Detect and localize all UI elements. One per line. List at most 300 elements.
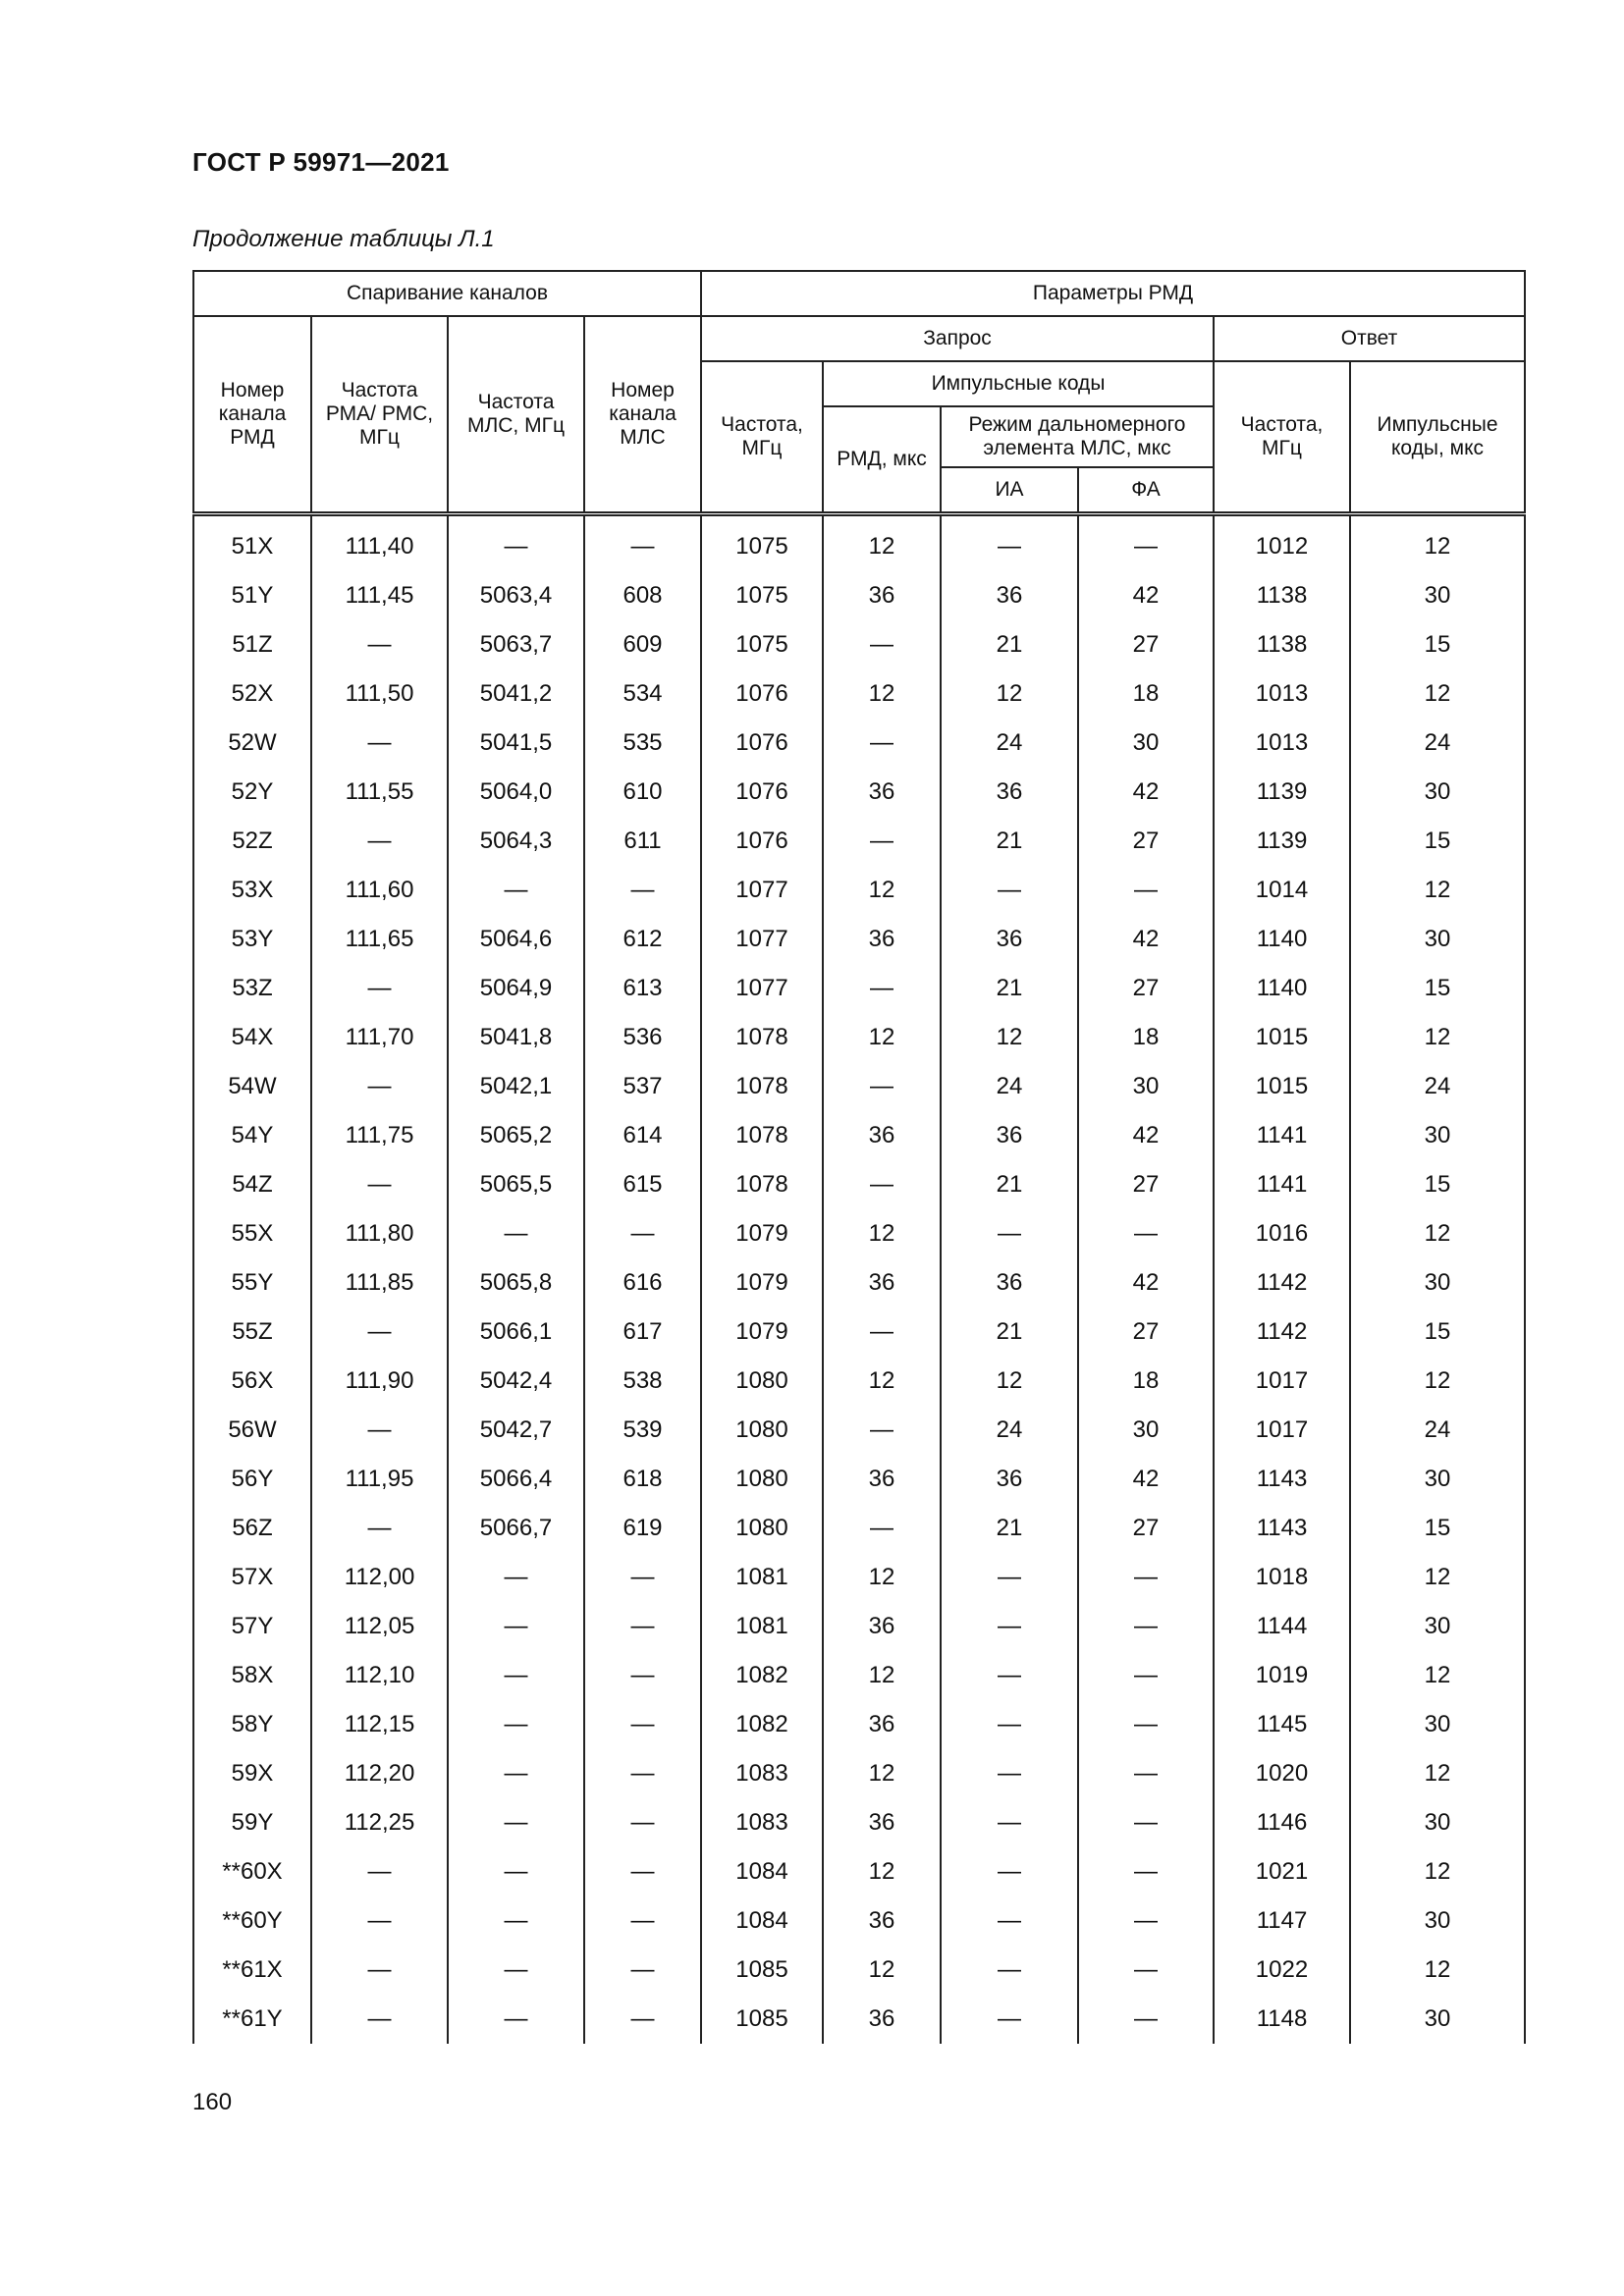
table-cell: 57Y (193, 1602, 311, 1651)
table-cell: 52W (193, 719, 311, 768)
header-ia: ИА (941, 467, 1078, 514)
table-cell: 55Y (193, 1258, 311, 1308)
table-cell: 1138 (1214, 571, 1350, 620)
table-cell: 1014 (1214, 866, 1350, 915)
table-cell: 12 (823, 1946, 941, 1995)
table-cell: 56X (193, 1357, 311, 1406)
table-cell: — (584, 1798, 701, 1847)
table-cell: — (941, 1749, 1078, 1798)
table-cell: 24 (941, 1062, 1078, 1111)
table-cell: 1016 (1214, 1209, 1350, 1258)
table-cell: — (823, 1308, 941, 1357)
table-cell: 1075 (701, 620, 823, 669)
header-request: Запрос (701, 316, 1214, 361)
table-cell: 112,10 (311, 1651, 448, 1700)
table-cell: 12 (1350, 866, 1525, 915)
table-cell: 36 (941, 1258, 1078, 1308)
table-cell: 1080 (701, 1357, 823, 1406)
table-cell: 51X (193, 514, 311, 572)
table-cell: 1142 (1214, 1258, 1350, 1308)
table-row (193, 964, 1525, 1013)
table-cell: 1084 (701, 1847, 823, 1896)
table-cell: — (584, 1209, 701, 1258)
table-cell: — (1078, 1209, 1214, 1258)
table-cell: 54X (193, 1013, 311, 1062)
table-cell: — (311, 1946, 448, 1995)
table-cell: 1076 (701, 817, 823, 866)
table-row (193, 768, 1525, 817)
table-cell: — (311, 620, 448, 669)
table-cell: 1085 (701, 1995, 823, 2044)
table-cell: 36 (941, 768, 1078, 817)
table-row (193, 1651, 1525, 1700)
table-cell: 30 (1350, 768, 1525, 817)
table-cell: 1080 (701, 1406, 823, 1455)
table-cell: 30 (1350, 571, 1525, 620)
header-channel-pairing: Спаривание каналов (193, 271, 701, 316)
table-cell: 15 (1350, 1504, 1525, 1553)
table-cell: 1077 (701, 964, 823, 1013)
table-cell: 618 (584, 1455, 701, 1504)
table-cell: 1015 (1214, 1062, 1350, 1111)
table-cell: 1139 (1214, 768, 1350, 817)
table-cell: 42 (1078, 768, 1214, 817)
table-cell: — (1078, 1651, 1214, 1700)
table-cell: 27 (1078, 964, 1214, 1013)
table-row (193, 669, 1525, 719)
table-cell: 538 (584, 1357, 701, 1406)
table-cell: 1082 (701, 1651, 823, 1700)
table-cell: — (823, 817, 941, 866)
table-cell: 30 (1350, 1258, 1525, 1308)
table-cell: 12 (823, 1651, 941, 1700)
table-cell: 51Z (193, 620, 311, 669)
table-cell: 1147 (1214, 1896, 1350, 1946)
table-cell: 5041,2 (448, 669, 584, 719)
table-row (193, 1847, 1525, 1896)
header-rmd-us: РМД, мкс (823, 406, 941, 514)
table-cell: — (941, 866, 1078, 915)
table-cell: 537 (584, 1062, 701, 1111)
table-cell: 36 (823, 915, 941, 964)
table-cell: 5041,5 (448, 719, 584, 768)
table-cell: 613 (584, 964, 701, 1013)
table-row (193, 571, 1525, 620)
table-cell: 36 (941, 915, 1078, 964)
table-cell: 12 (1350, 514, 1525, 572)
table-cell: 1022 (1214, 1946, 1350, 1995)
table-cell: — (311, 1308, 448, 1357)
header-response-codes: Импульсные коды, мкс (1350, 361, 1525, 514)
table-cell: — (311, 1406, 448, 1455)
table-cell: 12 (1350, 1847, 1525, 1896)
table-cell: 30 (1350, 1798, 1525, 1847)
table-cell: 12 (1350, 1651, 1525, 1700)
table-cell: — (311, 1504, 448, 1553)
table-row (193, 1406, 1525, 1455)
table-cell: 12 (1350, 1946, 1525, 1995)
table-cell: 608 (584, 571, 701, 620)
header-response: Ответ (1214, 316, 1525, 361)
table-cell: — (448, 1602, 584, 1651)
table-cell: 1079 (701, 1258, 823, 1308)
table-cell: 30 (1078, 1406, 1214, 1455)
table-cell: 616 (584, 1258, 701, 1308)
table-row (193, 1160, 1525, 1209)
table-cell: 1075 (701, 514, 823, 572)
table-cell: 1079 (701, 1209, 823, 1258)
table-cell: 30 (1350, 1111, 1525, 1160)
table-cell: 21 (941, 620, 1078, 669)
table-cell: — (1078, 866, 1214, 915)
table-cell: 1081 (701, 1553, 823, 1602)
table-cell: — (448, 866, 584, 915)
table-cell: 55X (193, 1209, 311, 1258)
table-cell: 5064,3 (448, 817, 584, 866)
table-cell: — (448, 1553, 584, 1602)
table-cell: 36 (823, 1455, 941, 1504)
table-cell: 1148 (1214, 1995, 1350, 2044)
table-cell: 112,00 (311, 1553, 448, 1602)
table-cell: 24 (1350, 1062, 1525, 1111)
table-cell: 36 (823, 1798, 941, 1847)
table-cell: 42 (1078, 1111, 1214, 1160)
table-cell: 1077 (701, 866, 823, 915)
table-cell: — (448, 1798, 584, 1847)
channel-table (192, 270, 1526, 2044)
table-cell: 1078 (701, 1160, 823, 1209)
table-cell: 111,45 (311, 571, 448, 620)
table-cell: 12 (823, 514, 941, 572)
table-cell: 15 (1350, 620, 1525, 669)
table-cell: 1017 (1214, 1406, 1350, 1455)
table-cell: 42 (1078, 915, 1214, 964)
table-row (193, 1455, 1525, 1504)
table-cell: 27 (1078, 620, 1214, 669)
table-cell: 27 (1078, 817, 1214, 866)
table-cell: 42 (1078, 571, 1214, 620)
table-row (193, 514, 1525, 572)
table-cell: 1082 (701, 1700, 823, 1749)
table-cell: — (311, 817, 448, 866)
header-freq-rma: Частота РМА/ РМС, МГц (311, 316, 448, 514)
table-cell: 111,90 (311, 1357, 448, 1406)
table-cell: 112,15 (311, 1700, 448, 1749)
table-row (193, 1111, 1525, 1160)
table-cell: 111,60 (311, 866, 448, 915)
table-cell: 111,70 (311, 1013, 448, 1062)
table-cell: 21 (941, 817, 1078, 866)
table-cell: 36 (823, 1700, 941, 1749)
table-cell: — (823, 1062, 941, 1111)
table-cell: 1080 (701, 1455, 823, 1504)
table-cell: 612 (584, 915, 701, 964)
table-cell: — (584, 514, 701, 572)
table-cell: — (941, 1995, 1078, 2044)
table-cell: 1142 (1214, 1308, 1350, 1357)
table-cell: 111,40 (311, 514, 448, 572)
table-cell: 1141 (1214, 1111, 1350, 1160)
table-cell: 53X (193, 866, 311, 915)
table-cell: 12 (941, 1013, 1078, 1062)
table-cell: 36 (823, 1995, 941, 2044)
table-cell: 30 (1350, 1995, 1525, 2044)
table-cell: — (941, 1651, 1078, 1700)
table-cell: 1140 (1214, 915, 1350, 964)
table-cell: 12 (823, 669, 941, 719)
table-cell: 539 (584, 1406, 701, 1455)
table-cell: 112,05 (311, 1602, 448, 1651)
table-cell: — (584, 1602, 701, 1651)
table-cell: — (941, 1946, 1078, 1995)
table-cell: — (823, 1160, 941, 1209)
table-cell: — (1078, 1946, 1214, 1995)
table-cell: 5065,5 (448, 1160, 584, 1209)
table-cell: 1141 (1214, 1160, 1350, 1209)
table-cell: 56Z (193, 1504, 311, 1553)
table-cell: — (823, 620, 941, 669)
table-cell: — (311, 964, 448, 1013)
table-cell: 111,65 (311, 915, 448, 964)
table-cell: — (1078, 1896, 1214, 1946)
table-cell: 1145 (1214, 1700, 1350, 1749)
table-cell: 1013 (1214, 719, 1350, 768)
table-cell: — (1078, 1995, 1214, 2044)
table-cell: 15 (1350, 1160, 1525, 1209)
table-cell: 617 (584, 1308, 701, 1357)
header-pulse-codes: Импульсные коды (823, 361, 1214, 406)
table-cell: — (311, 1995, 448, 2044)
header-fa: ФА (1078, 467, 1214, 514)
table-cell: 1140 (1214, 964, 1350, 1013)
table-cell: 1143 (1214, 1504, 1350, 1553)
table-cell: 615 (584, 1160, 701, 1209)
table-cell: — (448, 1995, 584, 2044)
table-cell: 1078 (701, 1013, 823, 1062)
table-row (193, 866, 1525, 915)
table-cell: 1083 (701, 1798, 823, 1847)
table-cell: — (941, 1798, 1078, 1847)
table-cell: 1144 (1214, 1602, 1350, 1651)
table-cell: 5065,2 (448, 1111, 584, 1160)
table-cell: 5066,7 (448, 1504, 584, 1553)
table-cell: 1079 (701, 1308, 823, 1357)
table-cell: 53Y (193, 915, 311, 964)
table-cell: 1078 (701, 1062, 823, 1111)
table-row (193, 1798, 1525, 1847)
header-mls-mode: Режим дальномерного элемента МЛС, мкс (941, 406, 1214, 467)
table-cell: 112,20 (311, 1749, 448, 1798)
table-cell: 5042,1 (448, 1062, 584, 1111)
table-cell: 30 (1350, 1602, 1525, 1651)
table-cell: 12 (1350, 1013, 1525, 1062)
table-row (193, 817, 1525, 866)
table-cell: 1085 (701, 1946, 823, 1995)
table-cell: — (448, 1209, 584, 1258)
table-cell: 55Z (193, 1308, 311, 1357)
table-cell: 1075 (701, 571, 823, 620)
table-cell: — (1078, 1749, 1214, 1798)
header-response-freq: Частота, МГц (1214, 361, 1350, 514)
table-cell: 30 (1350, 915, 1525, 964)
table-cell: 12 (941, 1357, 1078, 1406)
table-row (193, 1700, 1525, 1749)
table-cell: 1080 (701, 1504, 823, 1553)
table-cell: 111,80 (311, 1209, 448, 1258)
table-cell: 52Z (193, 817, 311, 866)
table-cell: 1138 (1214, 620, 1350, 669)
table-cell: 1018 (1214, 1553, 1350, 1602)
table-cell: 111,55 (311, 768, 448, 817)
table-cell: 27 (1078, 1308, 1214, 1357)
table-cell: 5064,6 (448, 915, 584, 964)
table-cell: — (941, 514, 1078, 572)
table-cell: — (311, 1062, 448, 1111)
table-caption: Продолжение таблицы Л.1 (192, 226, 495, 252)
table-row (193, 1357, 1525, 1406)
document-title: ГОСТ Р 59971—2021 (192, 147, 450, 177)
table-cell: 36 (823, 1258, 941, 1308)
table-cell: 1083 (701, 1749, 823, 1798)
table-cell: 42 (1078, 1455, 1214, 1504)
table-cell: 111,85 (311, 1258, 448, 1308)
table-cell: 1076 (701, 669, 823, 719)
header-freq-mls: Частота МЛС, МГц (448, 316, 584, 514)
table-cell: 21 (941, 1504, 1078, 1553)
table-cell: 1143 (1214, 1455, 1350, 1504)
table-cell: 36 (823, 768, 941, 817)
table-row (193, 1602, 1525, 1651)
table-cell: 30 (1078, 1062, 1214, 1111)
table-cell: — (941, 1602, 1078, 1651)
table-cell: 610 (584, 768, 701, 817)
table-cell: 1078 (701, 1111, 823, 1160)
table-cell: — (941, 1896, 1078, 1946)
table-cell: 619 (584, 1504, 701, 1553)
table-row (193, 1553, 1525, 1602)
table-cell: — (584, 1553, 701, 1602)
table-cell: 21 (941, 964, 1078, 1013)
table-cell: — (823, 1406, 941, 1455)
table-cell: — (584, 1749, 701, 1798)
table-cell: 52Y (193, 768, 311, 817)
table-cell: — (448, 1651, 584, 1700)
table-row (193, 1258, 1525, 1308)
table-cell: 15 (1350, 964, 1525, 1013)
table-cell: 24 (941, 719, 1078, 768)
table-cell: 1084 (701, 1896, 823, 1946)
table-cell: 21 (941, 1308, 1078, 1357)
table-cell: 611 (584, 817, 701, 866)
header-channel-rmd: Номер канала РМД (193, 316, 311, 514)
table-cell: 58Y (193, 1700, 311, 1749)
table-cell: 12 (823, 1847, 941, 1896)
table-cell: — (448, 514, 584, 572)
table-cell: 18 (1078, 1013, 1214, 1062)
table-cell: **60Y (193, 1896, 311, 1946)
table-cell: 12 (1350, 1357, 1525, 1406)
table-cell: 535 (584, 719, 701, 768)
table-cell: 1139 (1214, 817, 1350, 866)
table-row (193, 1995, 1525, 2044)
table-cell: 12 (823, 1553, 941, 1602)
header-rmd-params: Параметры РМД (701, 271, 1525, 316)
table-cell: 56Y (193, 1455, 311, 1504)
header-request-freq: Частота, МГц (701, 361, 823, 514)
table-cell: 30 (1078, 719, 1214, 768)
table-cell: 5063,7 (448, 620, 584, 669)
table-cell: 1020 (1214, 1749, 1350, 1798)
table-cell: — (1078, 1700, 1214, 1749)
table-cell: — (584, 866, 701, 915)
table-cell: 5041,8 (448, 1013, 584, 1062)
table-cell: 536 (584, 1013, 701, 1062)
table-cell: 111,95 (311, 1455, 448, 1504)
table-cell: — (941, 1847, 1078, 1896)
table-cell: 1017 (1214, 1357, 1350, 1406)
table-cell: 1019 (1214, 1651, 1350, 1700)
table-cell: 12 (823, 866, 941, 915)
table-cell: 5064,9 (448, 964, 584, 1013)
table-cell: 36 (941, 1111, 1078, 1160)
table-cell: — (1078, 1602, 1214, 1651)
table-cell: 5066,4 (448, 1455, 584, 1504)
table-cell: 12 (823, 1209, 941, 1258)
table-cell: 24 (941, 1406, 1078, 1455)
table-cell: — (1078, 1798, 1214, 1847)
table-cell: — (823, 964, 941, 1013)
table-cell: 56W (193, 1406, 311, 1455)
table-cell: 30 (1350, 1700, 1525, 1749)
table-row (193, 1504, 1525, 1553)
table-cell: 5042,7 (448, 1406, 584, 1455)
table-row (193, 1062, 1525, 1111)
table-cell: 12 (823, 1749, 941, 1798)
table-cell: 18 (1078, 669, 1214, 719)
table-cell: 36 (941, 1455, 1078, 1504)
table-cell: 1013 (1214, 669, 1350, 719)
table-row (193, 1749, 1525, 1798)
table-cell: 27 (1078, 1504, 1214, 1553)
table-cell: 30 (1350, 1455, 1525, 1504)
table-cell: 15 (1350, 817, 1525, 866)
table-cell: 111,75 (311, 1111, 448, 1160)
table-row (193, 1946, 1525, 1995)
table-cell: 12 (823, 1013, 941, 1062)
table-cell: 30 (1350, 1896, 1525, 1946)
table-cell: 1015 (1214, 1013, 1350, 1062)
table-cell: — (584, 1651, 701, 1700)
table-cell: — (311, 719, 448, 768)
table-cell: 5064,0 (448, 768, 584, 817)
table-cell: 12 (1350, 1209, 1525, 1258)
table-cell: 36 (941, 571, 1078, 620)
table-cell: 534 (584, 669, 701, 719)
table-cell: 27 (1078, 1160, 1214, 1209)
table-row (193, 1308, 1525, 1357)
table-row (193, 1013, 1525, 1062)
table-cell: — (941, 1700, 1078, 1749)
table-cell: — (448, 1749, 584, 1798)
table-cell: 112,25 (311, 1798, 448, 1847)
table-row (193, 1896, 1525, 1946)
table-cell: 52X (193, 669, 311, 719)
table-cell: — (584, 1995, 701, 2044)
table-cell: 15 (1350, 1308, 1525, 1357)
table-cell: 1076 (701, 719, 823, 768)
table-cell: 58X (193, 1651, 311, 1700)
table-cell: — (823, 1504, 941, 1553)
